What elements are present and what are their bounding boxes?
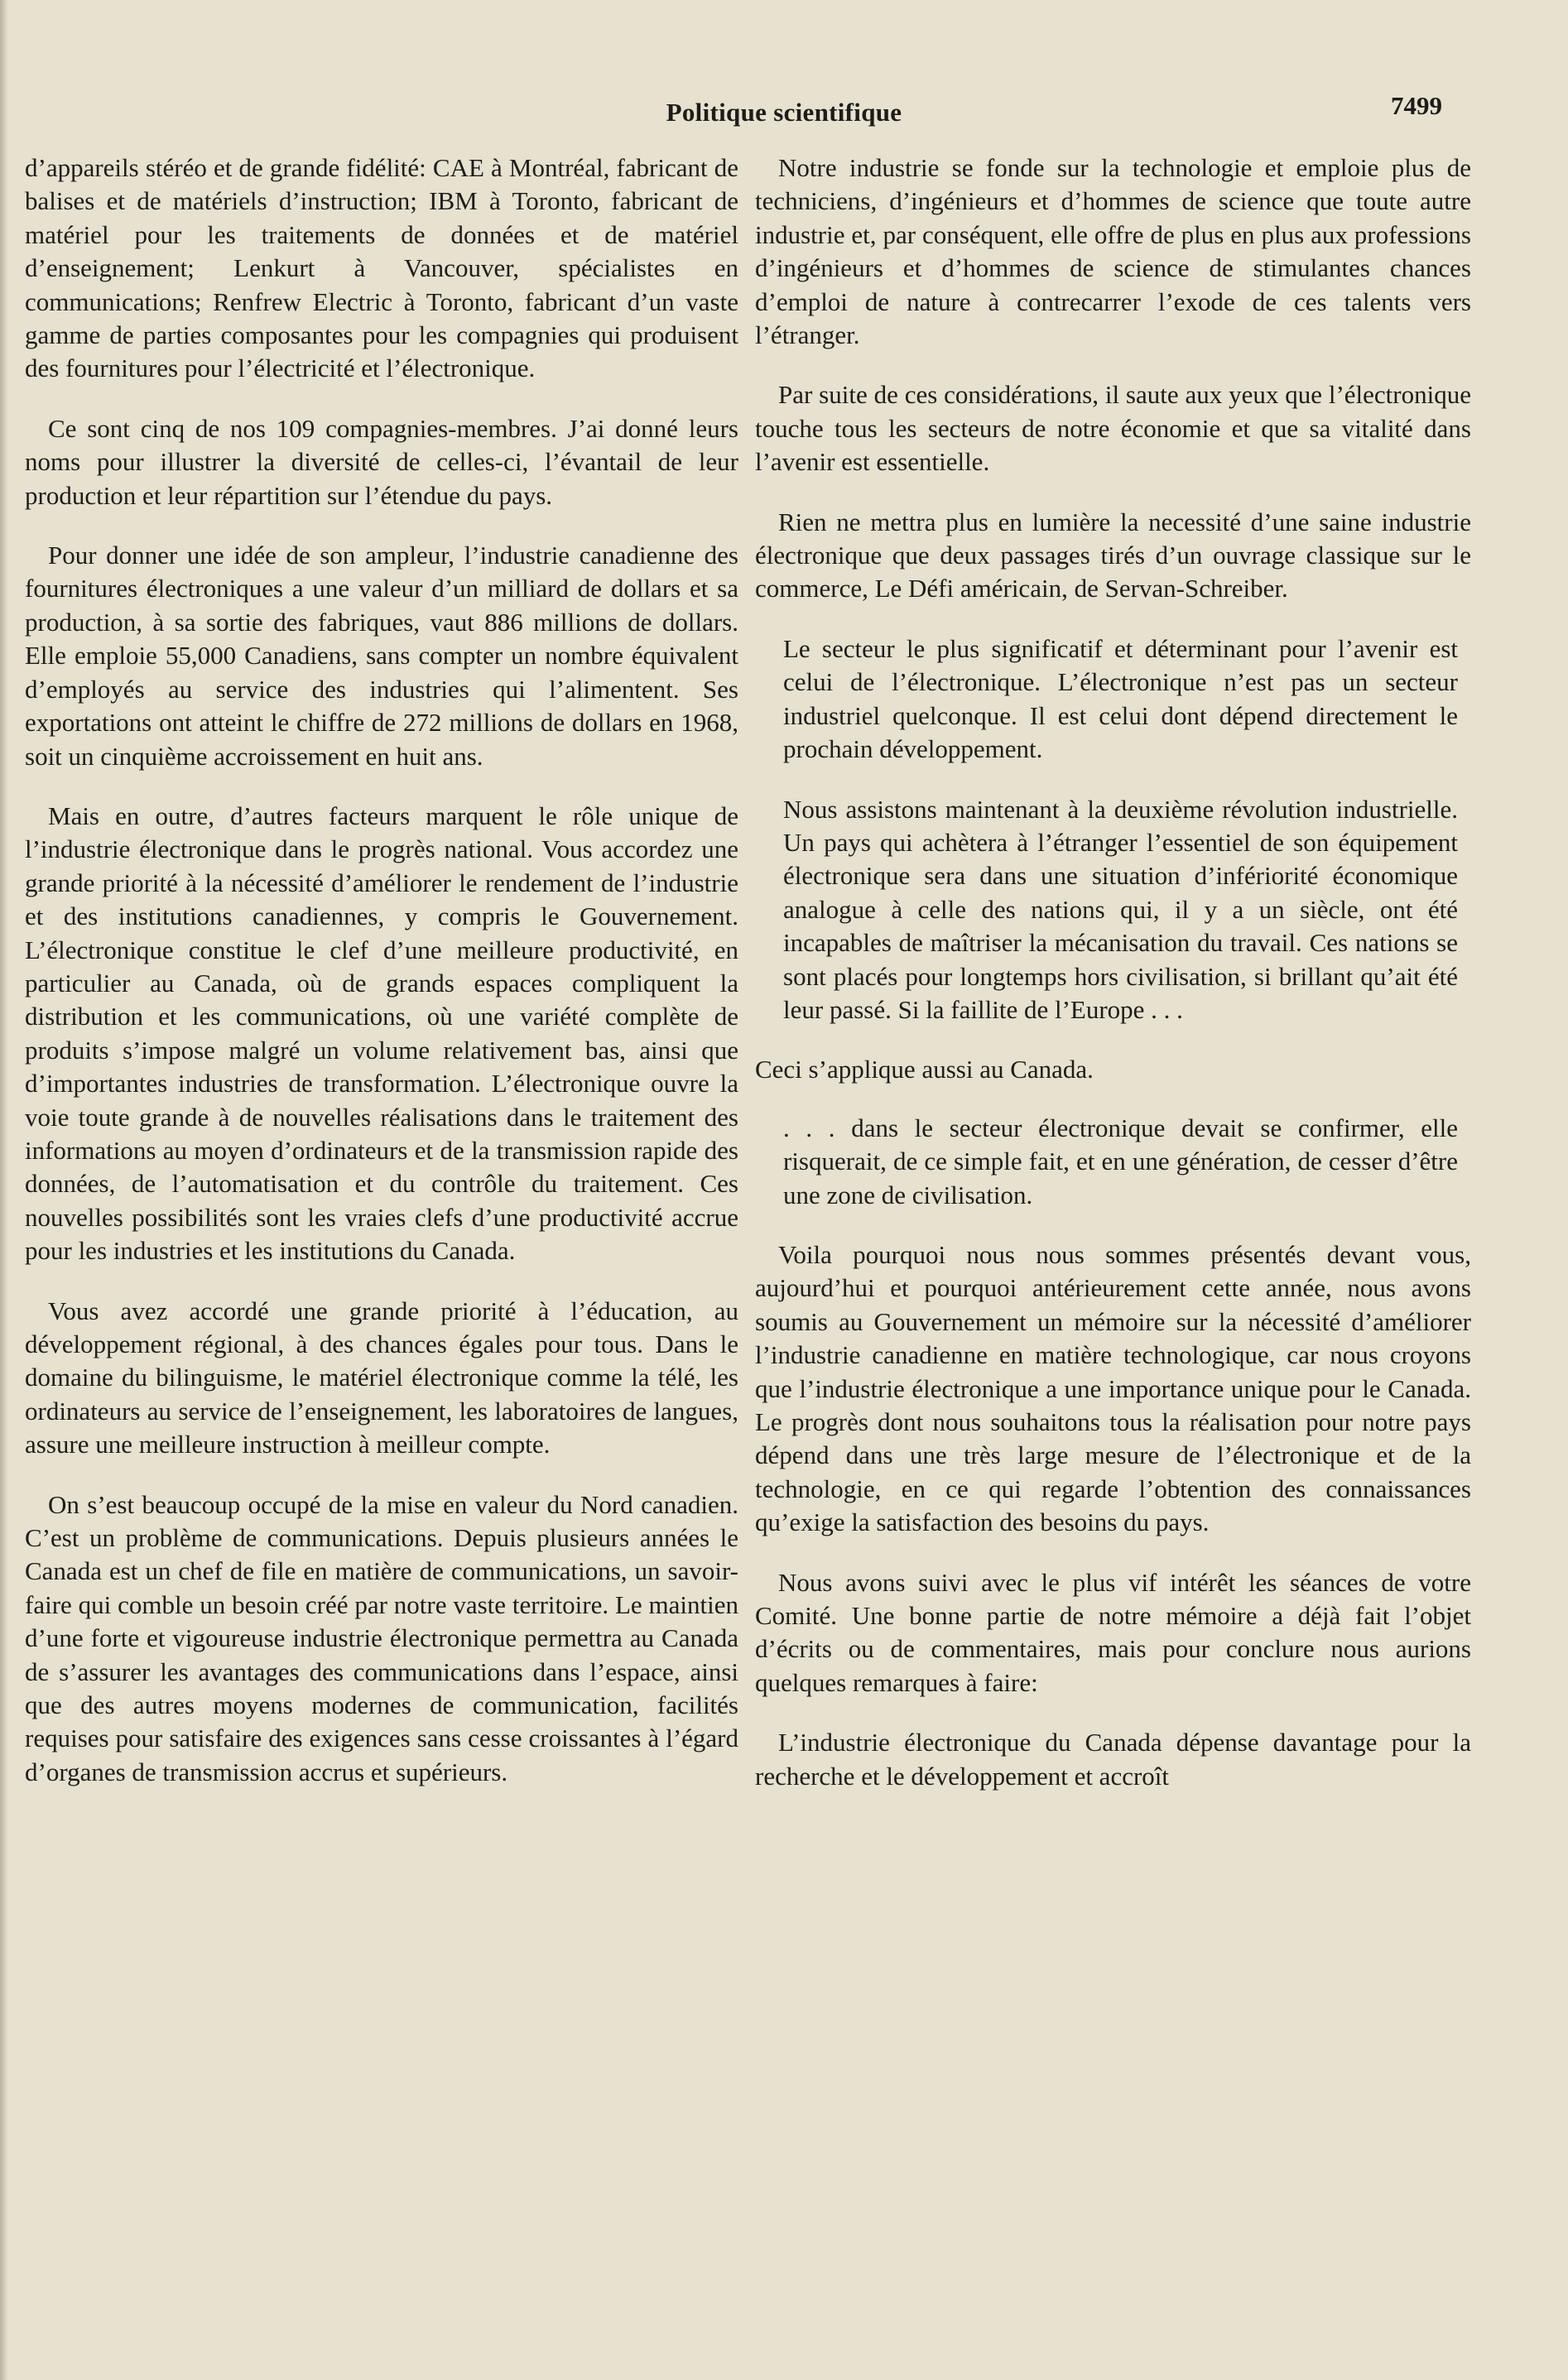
paragraph: Rien ne mettra plus en lumière la necessité d’une saine industrie électronique que deux passages tirés d’un ouvrage classique sur le commerce, Le Défi américain, de Servan-Schreiber.: [755, 507, 1471, 603]
block-quote: . . . dans le secteur électronique devait se confirmer, elle risquerait, de ce simple fait, et en une génération, de cesser d’être une zone de civilisation.: [783, 1113, 1458, 1209]
paragraph: Ceci s’applique aussi au Canada.: [755, 1055, 1094, 1084]
paragraph: Voila pourquoi nous nous sommes présentés devant vous, aujourd’hui et pourquoi antérieurement cette année, nous avons soumis au Gouvernement un mémoire sur la nécessité d’améliorer l’industrie canadienne en matière technologique, car nous croyons que l’industrie électronique a une importance unique pour le Canada. Le progrès dont nous souhaitons tous la réalisation pour notre pays dépend dans une très large mesure de l’électronique et de la technologie, en ce qui regarde l’obtention des connaissances qu’exige la satisfaction des besoins du pays.: [755, 1239, 1471, 1537]
paragraph: Notre industrie se fonde sur la technologie et emploie plus de techniciens, d’ingénieurs et d’hommes de science que toute autre industrie et, par conséquent, elle offre de plus en plus aux professions d’ingénieurs et d’hommes de science de stimulantes chances d’emploi de nature à contrecarrer l’exode de ces talents vers l’étranger.: [755, 153, 1471, 350]
paragraph: L’industrie électronique du Canada dépense davantage pour la recherche et le développement et accroît: [755, 1728, 1471, 1791]
paragraph: Vous avez accordé une grande priorité à l’éducation, au développement régional, à des chances égales pour tous. Dans le domaine du bilinguisme, le matériel électronique comme la télé, les ordinateurs au service de l’enseignement, les laboratoires de langues, assure une meilleure instruction à meilleur compte.: [25, 1296, 738, 1459]
block-quote: Nous assistons maintenant à la deuxième révolution industrielle. Un pays qui achètera à l’étranger l’essentiel de son équipement électronique sera dans une situation d’infériorité économique analogue à celle des nations qui, il y a un siècle, ont été incapables de maîtriser la mécanisation du travail. Ces nations se sont placés pour longtemps hors civilisation, si brillant qu’ait été leur passé. Si la faillite de l’Europe . . .: [783, 794, 1458, 1024]
right-column: [755, 151, 1471, 1820]
paragraph: d’appareils stéréo et de grande fidélité: CAE à Montréal, fabricant de balises et de matériels d’instruction; IBM à Toronto, fabricant de matériel pour les traitements de données et de matériel d’enseignement; Lenkurt à Vancouver, spécialistes en communications; Renfrew Electric à Toronto, fabricant d’un vaste gamme de parties composantes pour les compagnies qui produisent des fournitures pour l’électricité et l’électronique.: [25, 153, 738, 383]
paragraph: Mais en outre, d’autres facteurs marquent le rôle unique de l’industrie électronique dans le progrès national. Vous accordez une grande priorité à la nécessité d’améliorer le rendement de l’industrie et des institutions canadiennes, y compris le Gouvernement. L’électronique constitue le clef d’une meilleure productivité, en particulier au Canada, où de grands espaces compliquent la distribution et les communications, où une variété complète de produits s’impose malgré un volume relativement bas, ainsi que d’importantes industries de transformation. L’électronique ouvre la voie toute grande à de nouvelles réalisations dans le traitement des informations au moyen d’ordinateurs et de la transmission rapide des données, de l’automatisation et du contrôle du traitement. Ces nouvelles possibilités sont les vraies clefs d’une productivité accrue pour les industries et les institutions du Canada.: [25, 801, 738, 1266]
page-number: 7499: [1391, 91, 1442, 120]
paragraph: On s’est beaucoup occupé de la mise en valeur du Nord canadien. C’est un problème de communications. Depuis plusieurs années le Canada est un chef de file en matière de communications, un savoir-faire qui comble un besoin créé par notre vaste territoire. Le maintien d’une forte et vigoureuse industrie électronique permettra au Canada de s’assurer les avantages des communications dans l’espace, ainsi que des autres moyens modernes de communication, facilités requises pour satisfaire des exigences sans cesse croissantes à l’égard d’organes de transmission accrus et supérieurs.: [25, 1489, 738, 1786]
paragraph: Ce sont cinq de nos 109 compagnies-membres. J’ai donné leurs noms pour illustrer la diversité de celles-ci, l’évantail de leur production et leur répartition sur l’étendue du pays.: [25, 413, 738, 510]
running-header: Politique scientifique: [666, 98, 902, 127]
paragraph: Par suite de ces considérations, il saute aux yeux que l’électronique touche tous les secteurs de notre économie et que sa vitalité dans l’avenir est essentielle.: [755, 380, 1471, 477]
paragraph: Nous avons suivi avec le plus vif intérêt les séances de votre Comité. Une bonne partie de notre mémoire a déjà fait l’objet d’écrits ou de commentaires, mais pour conclure nous aurions quelques remarques à faire:: [755, 1567, 1471, 1697]
block-quote: Le secteur le plus significatif et déterminant pour l’avenir est celui de l’électronique. L’électronique n’est pas un secteur industriel quelconque. Il est celui dont dépend directement le prochain développement.: [783, 633, 1458, 764]
paragraph: Pour donner une idée de son ampleur, l’industrie canadienne des fournitures électroniques a une valeur d’un milliard de dollars et sa production, à sa sortie des fabriques, vaut 886 millions de dollars. Elle emploie 55,000 Canadiens, sans compter un nombre équivalent d’employés au service des industries qui l’alimentent. Ses exportations ont atteint le chiffre de 272 millions de dollars en 1968, soit un cinquième accroissement en huit ans.: [25, 541, 738, 771]
left-column: [25, 151, 738, 1815]
page-edge: [0, 0, 8, 2380]
